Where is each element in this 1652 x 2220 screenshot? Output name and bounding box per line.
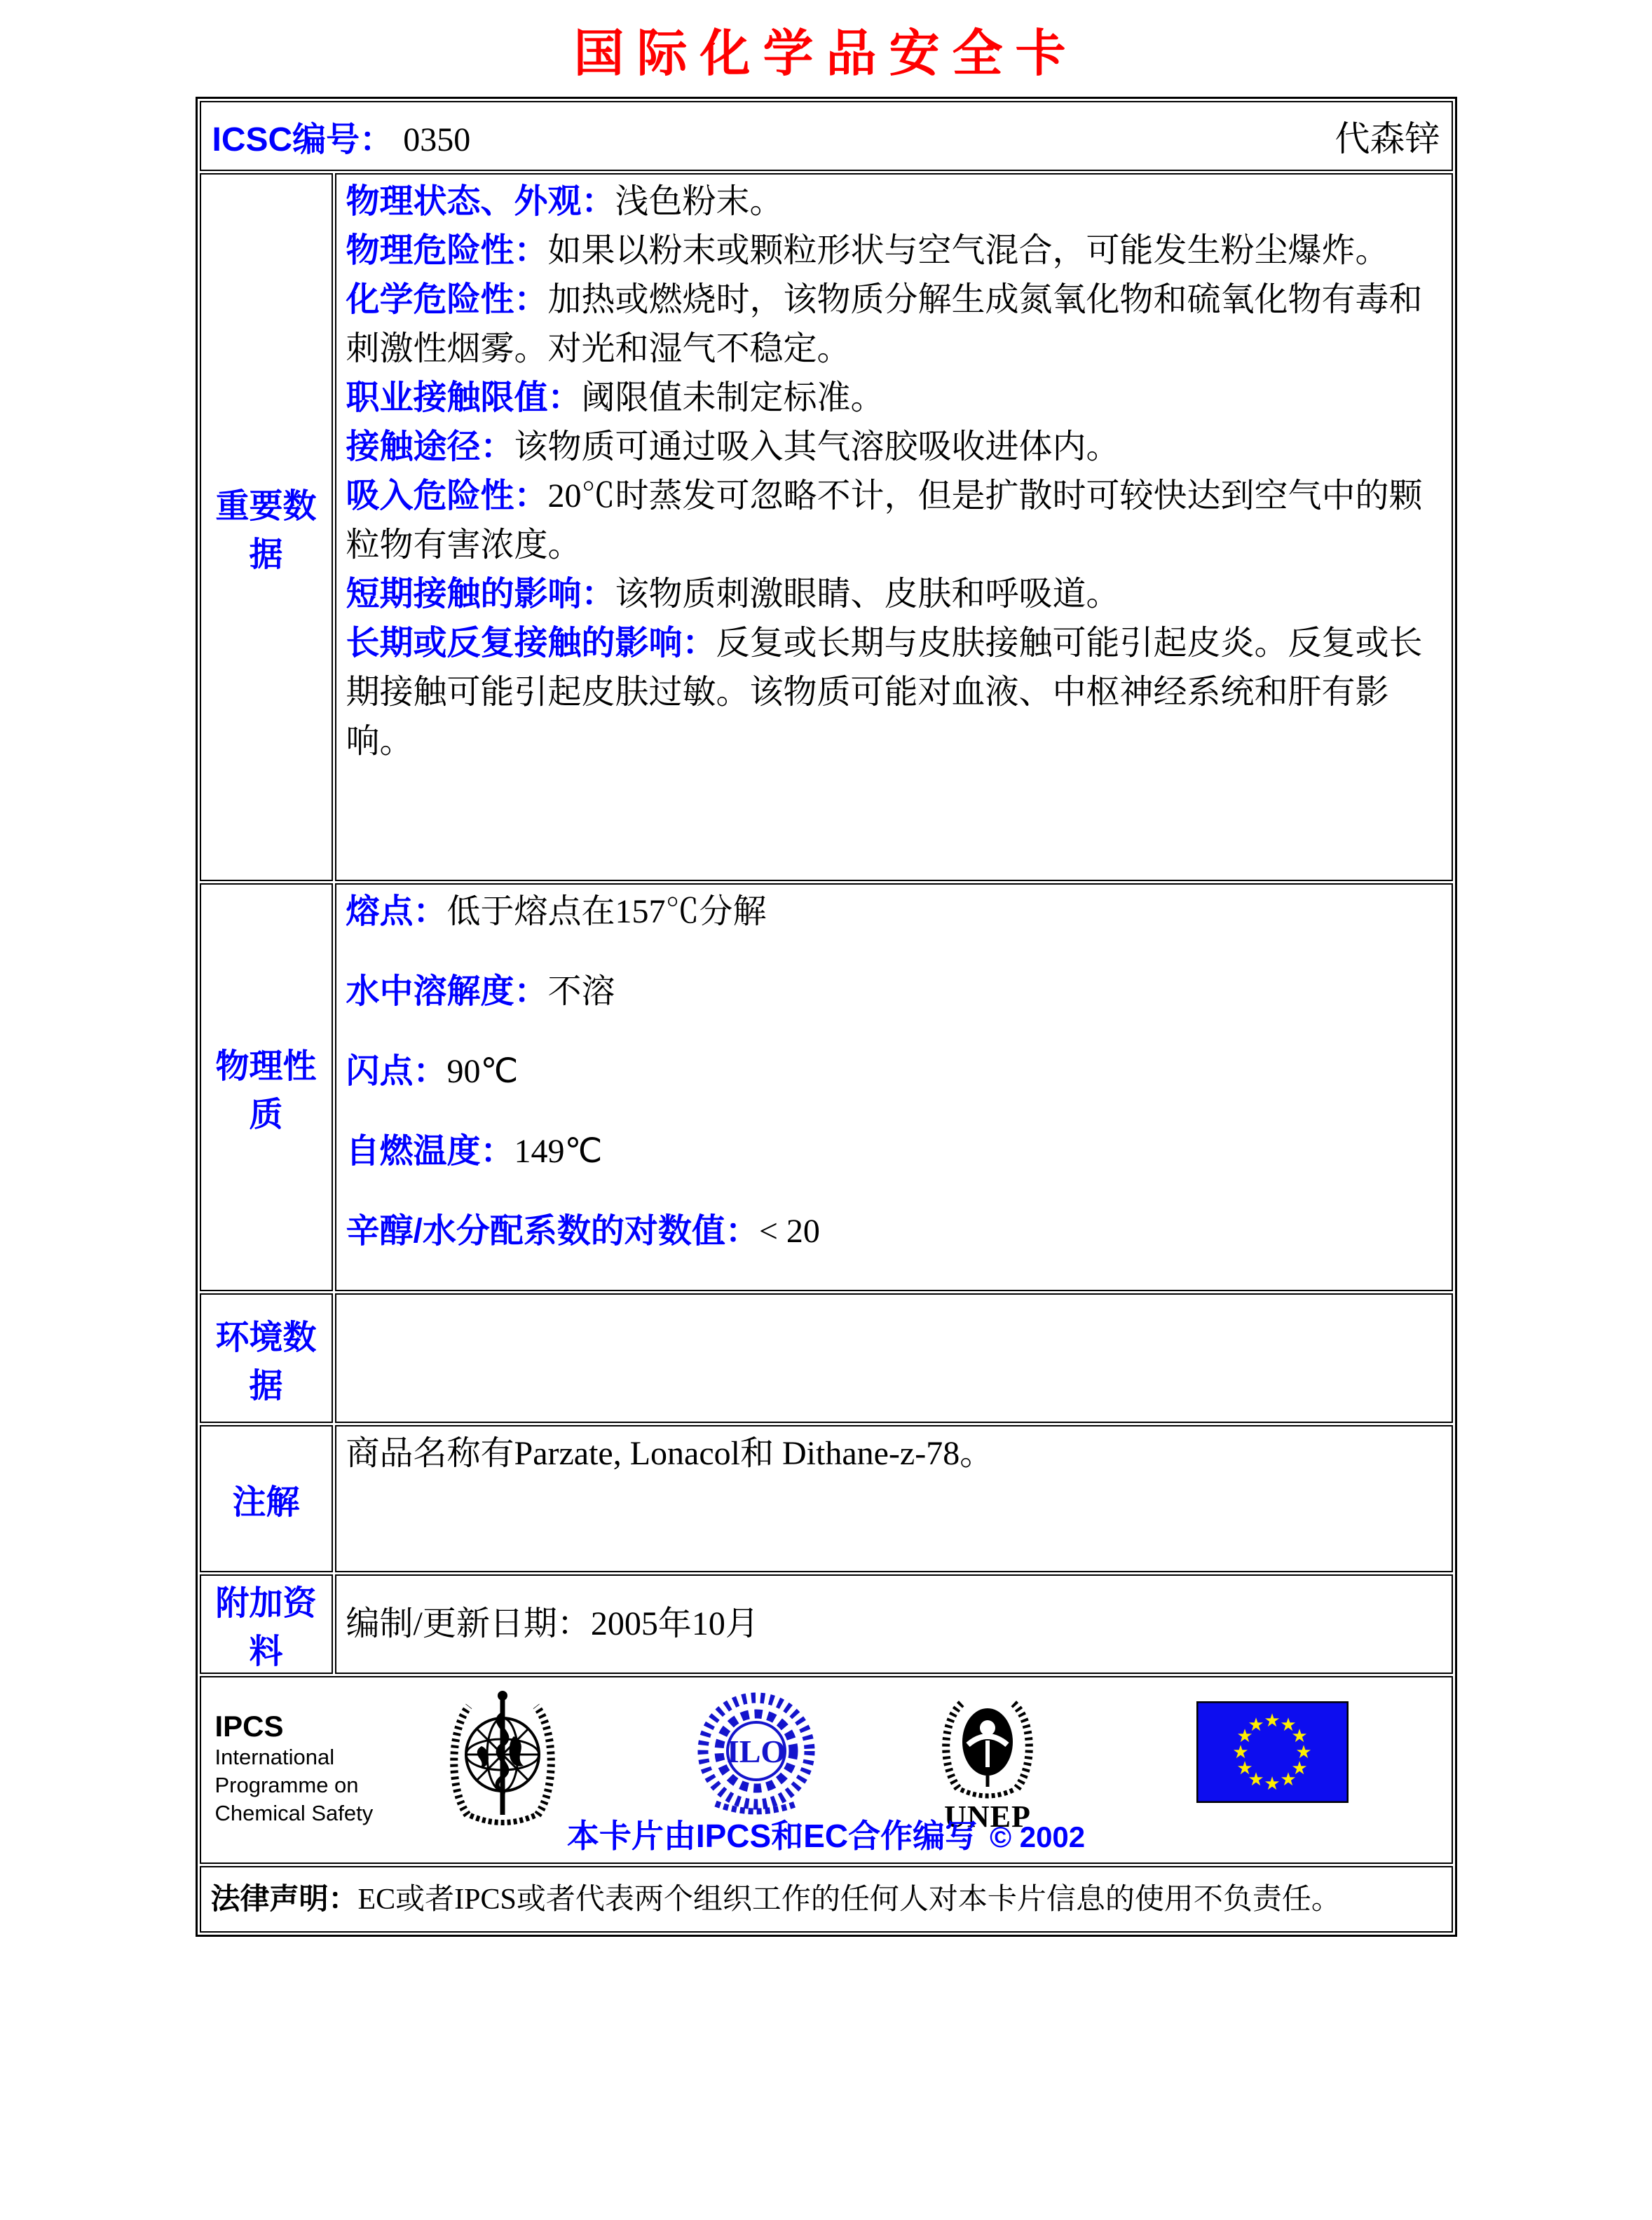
section-content-additional-info [335, 1574, 1453, 1674]
item-label: 职业接触限值： [346, 379, 582, 416]
section-content-physical-properties [335, 883, 1453, 1291]
item-melting-point [346, 887, 1442, 937]
ilo-logo-icon [692, 1691, 821, 1818]
item-label: 吸入危险性： [346, 477, 548, 515]
legal-text: EC或者IPCS或者代表两个组织工作的任何人对本卡片信息的使用不负责任。 [357, 1884, 1341, 1916]
item-update-date [346, 1600, 1442, 1649]
header-cell [200, 101, 1453, 171]
item-label: 辛醇/水分配系数的对数值： [346, 1213, 759, 1250]
item-physical-state [346, 177, 1442, 226]
svg-text:★: ★ [1236, 1726, 1253, 1747]
caption-text: 本卡片由IPCS和EC合作编写 [566, 1818, 978, 1854]
item-long-term-effects [346, 619, 1442, 766]
item-autoignition-temperature [346, 1127, 1442, 1176]
section-label-additional-info: 附加资料 [200, 1574, 333, 1674]
item-text: 阈限值未制定标准。 [581, 379, 885, 416]
item-text: 商品名称有Parzate, Lonacol和 Dithane-z-78。 [346, 1435, 994, 1472]
svg-text:★: ★ [1279, 1769, 1297, 1790]
eu-flag-icon [1196, 1701, 1349, 1803]
card-table [196, 97, 1457, 1937]
item-text: 149℃ [514, 1133, 603, 1170]
chemical-name: 代森锌 [1334, 119, 1440, 158]
item-label: 接触途径： [346, 428, 514, 465]
icsc-number-label: ICSC编号： [212, 121, 394, 158]
ipcs-line: Programme on [214, 1773, 359, 1797]
section-content-notes [335, 1425, 1453, 1572]
item-text: 反复或长期与皮肤接触可能引起皮炎。反复或长期接触可能引起皮肤过敏。该物质可能对血液、中枢神经系统和肝有影响。 [346, 625, 1423, 760]
header-row [200, 101, 1453, 171]
item-label: 熔点： [346, 893, 447, 930]
section-label-environmental-data: 环境数据 [200, 1293, 333, 1423]
svg-text:★: ★ [1279, 1715, 1297, 1736]
ilo-logo-text: ILO [726, 1734, 786, 1769]
section-content-important-data [335, 173, 1453, 881]
row-important-data [200, 173, 1453, 881]
svg-text:★: ★ [1263, 1773, 1281, 1795]
item-label: 水中溶解度： [346, 973, 548, 1010]
item-text: 编制/更新日期：2005年10月 [346, 1605, 759, 1642]
item-label: 闪点： [346, 1053, 447, 1090]
svg-text:★: ★ [1247, 1769, 1264, 1790]
legal-statement [211, 1879, 1442, 1920]
item-flash-point [346, 1047, 1442, 1096]
legal-label: 法律声明： [210, 1882, 358, 1915]
item-text: 该物质可通过吸入其气溶胶吸收进体内。 [514, 428, 1120, 465]
item-label: 长期或反复接触的影响： [346, 625, 716, 662]
item-exposure-route [346, 423, 1442, 472]
row-physical-properties [200, 883, 1453, 1291]
svg-text:★: ★ [1231, 1742, 1249, 1763]
item-physical-hazard [346, 226, 1442, 275]
row-notes [200, 1425, 1453, 1572]
ipcs-line: International [214, 1745, 335, 1769]
svg-text:★: ★ [1290, 1758, 1308, 1779]
svg-text:★: ★ [1247, 1715, 1264, 1736]
item-label: 化学危险性： [346, 281, 548, 318]
item-text: < 20 [758, 1213, 820, 1250]
row-legal [200, 1866, 1453, 1933]
section-label-physical-properties: 物理性质 [200, 883, 333, 1291]
ipcs-title: IPCS [214, 1710, 284, 1743]
item-text: 低于熔点在157℃分解 [446, 893, 767, 930]
section-label-important-data: 重要数据 [200, 173, 333, 881]
icsc-number-value: 0350 [403, 121, 471, 158]
item-label: 短期接触的影响： [346, 576, 615, 613]
svg-text:★: ★ [1295, 1742, 1312, 1763]
who-logo-icon [446, 1687, 559, 1827]
item-text: 该物质刺激眼睛、皮肤和呼吸道。 [615, 576, 1120, 613]
item-text: 浅色粉末。 [615, 183, 784, 220]
item-text: 如果以粉末或颗粒形状与空气混合，可能发生粉尘爆炸。 [547, 232, 1389, 269]
footer-caption [201, 1811, 1452, 1857]
item-inhalation-risk [346, 472, 1442, 570]
legal-cell [200, 1866, 1453, 1933]
item-text: 20℃时蒸发可忽略不计，但是扩散时可较快达到空气中的颗粒物有害浓度。 [346, 477, 1423, 564]
section-content-environmental-data [335, 1293, 1453, 1423]
svg-text:★: ★ [1263, 1710, 1281, 1731]
icsc-number-group [212, 112, 471, 161]
copyright-text: © 2002 [990, 1820, 1086, 1853]
item-trade-names [346, 1429, 1442, 1478]
section-label-notes: 注解 [200, 1425, 333, 1572]
item-exposure-limit [346, 374, 1442, 423]
item-text: 90℃ [446, 1053, 519, 1090]
item-short-term-effects [346, 570, 1442, 619]
item-water-solubility [346, 967, 1442, 1016]
ipcs-line: Chemical Safety [214, 1801, 374, 1825]
item-label: 物理状态、外观： [346, 183, 615, 220]
svg-text:★: ★ [1236, 1758, 1253, 1779]
row-footer [200, 1676, 1453, 1864]
footer-cell [200, 1676, 1453, 1864]
item-text: 不溶 [547, 973, 615, 1010]
row-environmental-data [200, 1293, 1453, 1423]
item-label: 物理危险性： [346, 232, 548, 269]
item-octanol-water-partition [346, 1207, 1442, 1256]
item-text: 加热或燃烧时，该物质分解生成氮氧化物和硫氧化物有毒和刺激性烟雾。对光和湿气不稳定。 [346, 281, 1423, 367]
item-label: 自燃温度： [346, 1133, 514, 1170]
unep-logo-text: UNEP [943, 1799, 1031, 1834]
row-additional-info [200, 1574, 1453, 1674]
ipcs-text-block [215, 1710, 374, 1827]
svg-text:★: ★ [1290, 1726, 1308, 1747]
page-title: 国际化学品安全卡 [573, 23, 1079, 83]
item-chemical-hazard [346, 275, 1442, 374]
